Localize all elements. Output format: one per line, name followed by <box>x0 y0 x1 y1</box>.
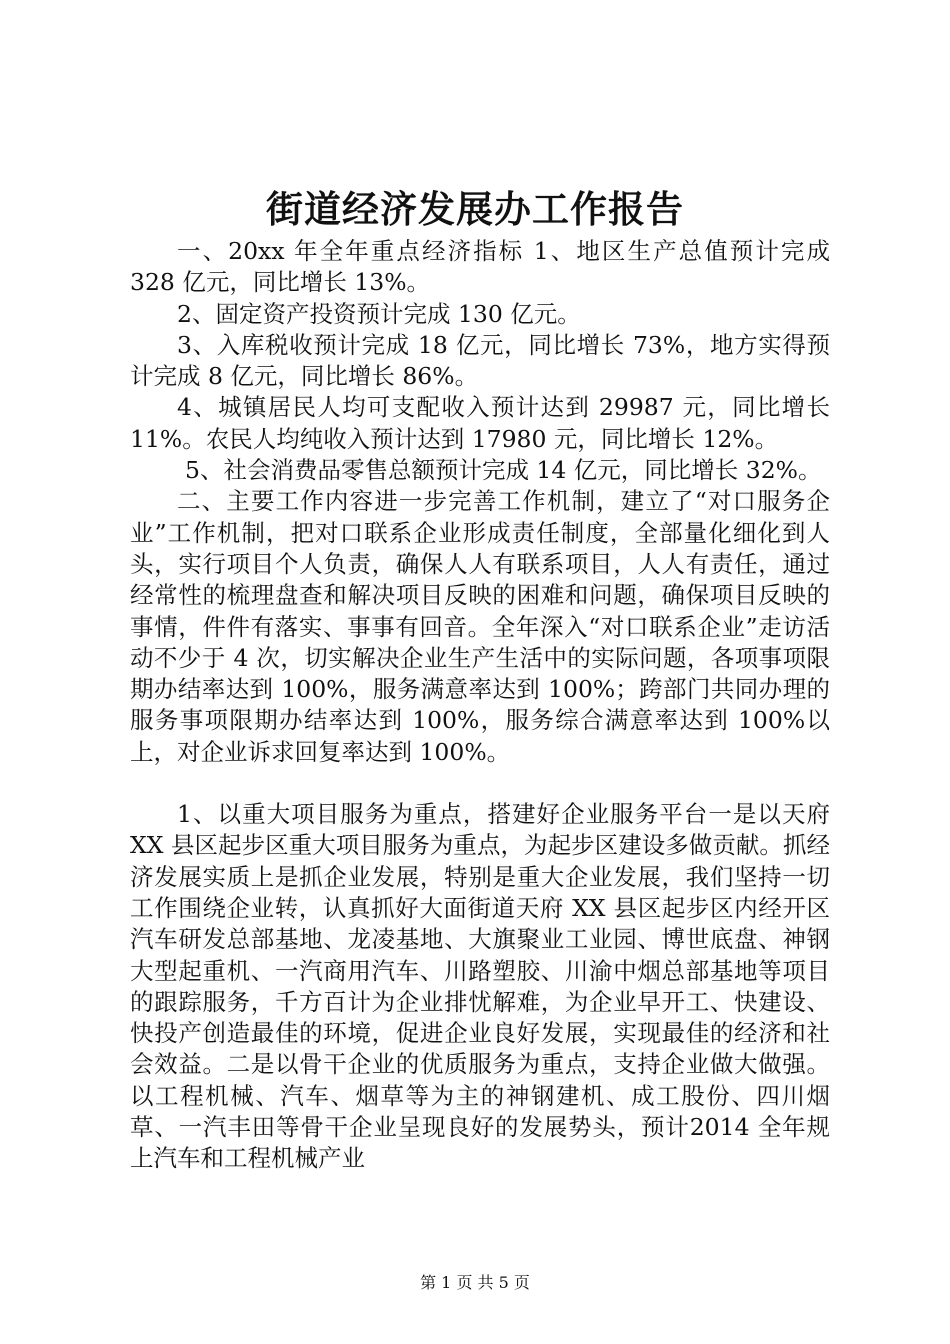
paragraph-fixed-asset-investment: 2、固定资产投资预计完成 130 亿元。 <box>177 299 581 328</box>
paragraph-key-indicators: 一、20xx 年全年重点经济指标 1、地区生产总值预计完成 328 亿元，同比增长 13%。 <box>130 237 830 297</box>
paragraph-main-work: 二、主要工作内容进一步完善工作机制，建立了“对口服务企业”工作机制，把对口联系企业形成责任制度，全部量化细化到人头，实行项目个人负责，确保人人有联系项目，人人有责任，通过经常性的梳理盘查和解决项目反映的困难和问题，确保项目反映的事情，件件有落实、事事有回音。全年深入“对口联系企业”走访活动不少于 4 次，切实解决企业生产生活中的实际问题，各项事项限期办结率达到 100%，服务满意率达到 100%；跨部门共同办理的服务事项限期办结率达到 100%，服务综合满意率达到 100%以上，对企业诉求回复率达到 100%。 <box>130 487 830 766</box>
document-title: 街道经济发展办工作报告 <box>266 187 684 231</box>
page-footer: 第 1 页 共 5 页 <box>420 1273 530 1292</box>
document-body <box>130 236 830 1175</box>
paragraph-resident-income: 4、城镇居民人均可支配收入预计达到 29987 元，同比增长 11%。农民人均纯收入预计达到 17980 元，同比增长 12%。 <box>130 393 830 453</box>
paragraph-retail-sales: 5、社会消费品零售总额预计完成 14 亿元，同比增长 32%。 <box>185 456 822 485</box>
paragraph-tax-revenue: 3、入库税收预计完成 18 亿元，同比增长 73%，地方实得预计完成 8 亿元，同比增长 86%。 <box>130 330 830 391</box>
paragraph-major-project-service: 1、以重大项目服务为重点，搭建好企业服务平台一是以天府 XX 县区起步区重大项目服务为重点，为起步区建设多做贡献。抓经济发展实质上是抓企业发展，特别是重大企业发展，我们坚持一切工作围绕企业转，认真抓好大面街道天府 XX 县区起步区内经开区汽车研发总部基地、龙凌基地、大旗聚业工业园、博世底盘、神钢大型起重机、一汽商用汽车、川路塑胶、川渝中烟总部基地等项目的跟踪服务，千方百计为企业排忧解难，为企业早开工、快建设、快投产创造最佳的环境，促进企业良好发展，实现最佳的经济和社会效益。二是以骨干企业的优质服务为重点，支持企业做大做强。以工程机械、汽车、烟草等为主的神钢建机、成工股份、四川烟草、一汽丰田等骨干企业呈现良好的发展势头，预计2014 全年规上汽车和工程机械产业 <box>130 800 830 1173</box>
